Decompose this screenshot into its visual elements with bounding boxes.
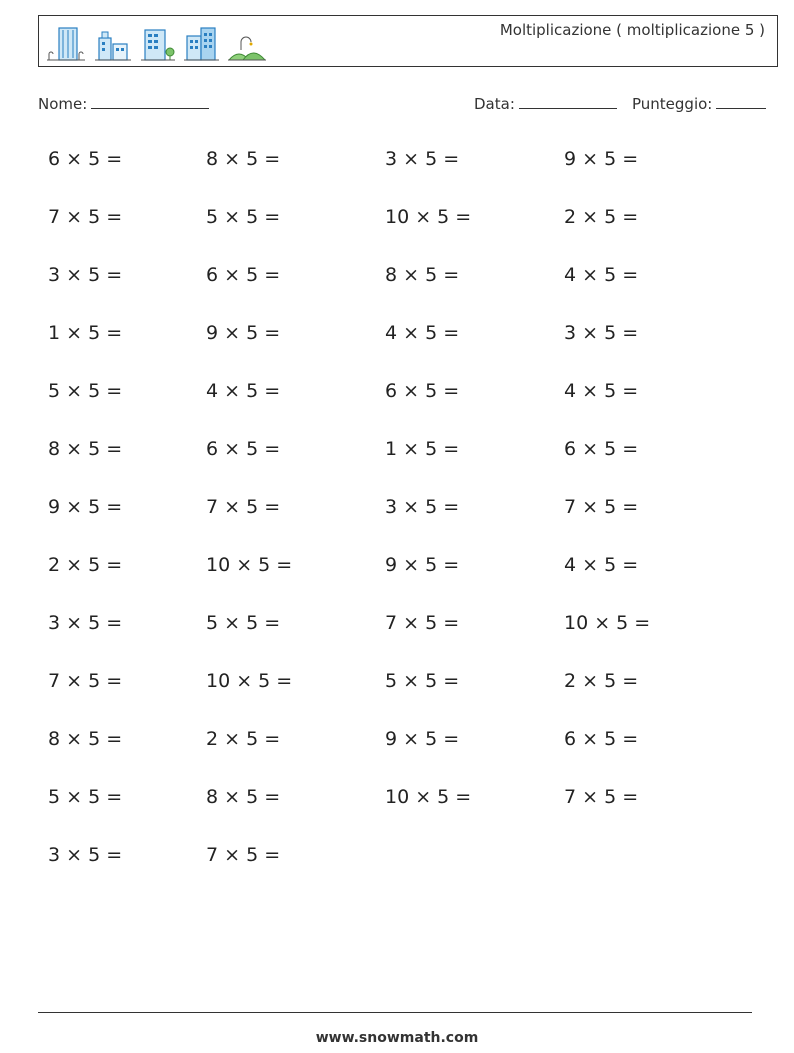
problem-item: 7 × 5 = [564,496,639,518]
problem-item: 5 × 5 = [48,380,123,402]
problem-item: 10 × 5 = [564,612,651,634]
problem-item: 10 × 5 = [206,670,293,692]
problem-item: 4 × 5 = [564,554,639,576]
problem-item: 7 × 5 = [206,844,281,866]
date-line[interactable] [519,94,617,109]
problem-item: 7 × 5 = [206,496,281,518]
problem-item: 5 × 5 = [385,670,460,692]
name-label: Nome: [38,95,88,113]
problem-item: 10 × 5 = [385,206,472,228]
problem-item: 2 × 5 = [48,554,123,576]
problem-item: 6 × 5 = [385,380,460,402]
office-building-icon [183,24,221,64]
problem-item: 3 × 5 = [385,496,460,518]
problem-item: 4 × 5 = [385,322,460,344]
park-hill-icon [227,24,267,64]
header-box [38,15,778,67]
score-line[interactable] [716,94,766,109]
problem-item: 4 × 5 = [564,264,639,286]
problem-item: 2 × 5 = [564,670,639,692]
city-buildings-icon [93,24,133,64]
problem-item: 8 × 5 = [206,786,281,808]
problem-item: 6 × 5 = [564,438,639,460]
tall-building-icon [45,24,87,64]
problem-item: 8 × 5 = [385,264,460,286]
problem-item: 3 × 5 = [385,148,460,170]
problem-item: 6 × 5 = [206,264,281,286]
name-field [38,94,209,113]
problem-item: 5 × 5 = [206,206,281,228]
problem-item: 9 × 5 = [385,728,460,750]
problem-item: 9 × 5 = [385,554,460,576]
problem-item: 6 × 5 = [48,148,123,170]
apartment-building-icon [139,24,177,64]
problem-item: 7 × 5 = [385,612,460,634]
problem-item: 2 × 5 = [206,728,281,750]
problem-item: 9 × 5 = [206,322,281,344]
problem-item: 1 × 5 = [385,438,460,460]
footer-rule [38,1012,752,1013]
problem-item: 8 × 5 = [48,728,123,750]
problem-item: 4 × 5 = [564,380,639,402]
problem-item: 10 × 5 = [385,786,472,808]
problem-item: 7 × 5 = [48,670,123,692]
problem-item: 3 × 5 = [48,264,123,286]
name-line[interactable] [91,94,209,109]
problem-item: 3 × 5 = [48,612,123,634]
score-field [632,94,766,113]
problem-item: 3 × 5 = [564,322,639,344]
problem-item: 7 × 5 = [48,206,123,228]
problem-item: 3 × 5 = [48,844,123,866]
score-label: Punteggio: [632,95,713,113]
footer-url: www.snowmath.com [315,1030,479,1046]
date-label: Data: [474,95,515,113]
header-icons [45,22,267,64]
date-field [474,94,617,113]
problem-item: 8 × 5 = [206,148,281,170]
problem-item: 2 × 5 = [564,206,639,228]
worksheet-title: Moltiplicazione ( moltiplicazione 5 ) [499,21,765,39]
problem-item: 4 × 5 = [206,380,281,402]
problem-item: 5 × 5 = [48,786,123,808]
problem-item: 6 × 5 = [564,728,639,750]
problem-item: 6 × 5 = [206,438,281,460]
problem-item: 9 × 5 = [564,148,639,170]
problem-item: 8 × 5 = [48,438,123,460]
problem-item: 9 × 5 = [48,496,123,518]
problem-item: 5 × 5 = [206,612,281,634]
problem-item: 7 × 5 = [564,786,639,808]
problem-item: 10 × 5 = [206,554,293,576]
problem-item: 1 × 5 = [48,322,123,344]
